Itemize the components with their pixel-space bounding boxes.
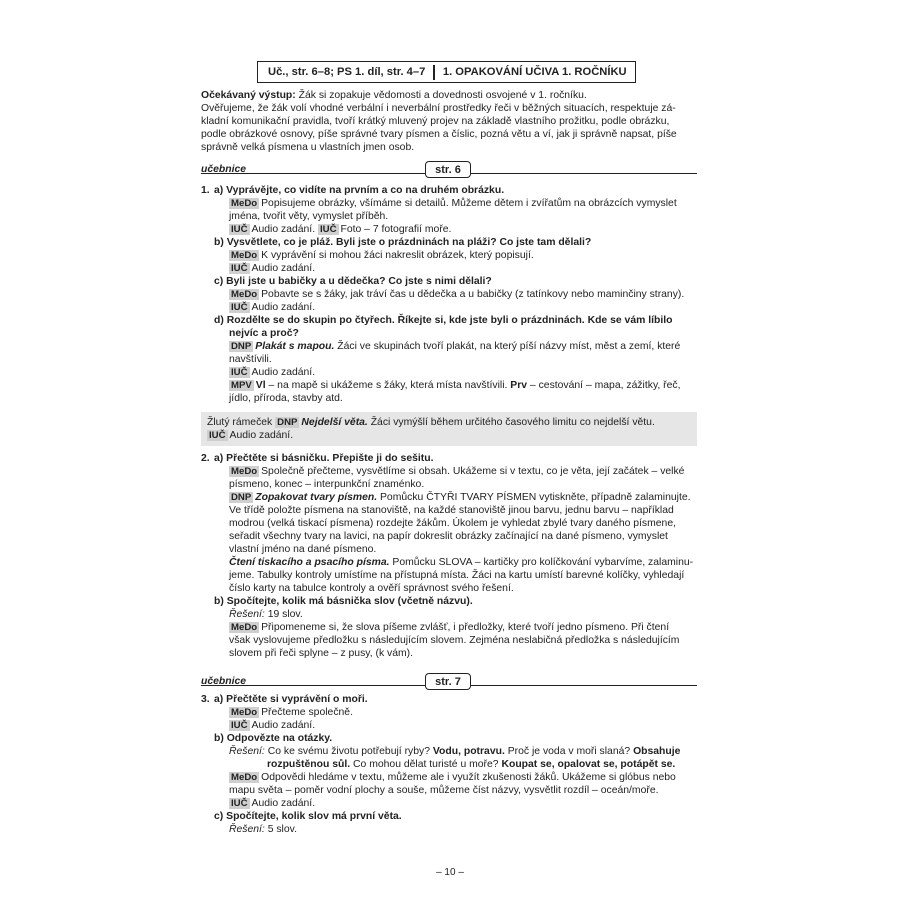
section-label: učebnice	[201, 164, 247, 175]
section-label: učebnice	[201, 676, 247, 687]
task-question: Byli jste u babičky a u dědečka? Co jste s nimi dělali?	[226, 276, 492, 287]
task-question: Vyprávějte, co vidíte na prvním a co na druhém obrázku.	[226, 185, 505, 196]
page-reference-box: str. 7	[425, 673, 471, 690]
mpv-tag: MPV	[231, 380, 252, 391]
iuc-tag: IUČ	[231, 367, 248, 378]
medo-tag: MeDo	[231, 772, 258, 783]
section-divider-page7	[201, 675, 697, 689]
iuc-tag: IUČ	[319, 224, 337, 235]
exercise-number: 1.	[201, 185, 210, 196]
task-question: Přečtěte si básničku. Přepište ji do sešitu.	[226, 453, 434, 464]
exercise-number: 3.	[201, 694, 210, 705]
medo-tag: MeDo	[231, 622, 258, 633]
iuc-tag: IUČ	[231, 720, 248, 731]
chapter-header	[257, 61, 636, 83]
header-pages: Uč., str. 6–8; PS 1. díl, str. 4–7	[268, 65, 426, 78]
header-title: 1. OPAKOVÁNÍ UČIVA 1. ROČNÍKU	[442, 65, 627, 78]
medo-tag: MeDo	[231, 289, 258, 300]
dnp-tag: DNP	[231, 341, 252, 352]
task-question: Spočítejte, kolik má básnička slov (včetně názvu).	[226, 596, 473, 607]
task-question: Odpovězte na otázky.	[226, 733, 333, 744]
dnp-tag: DNP	[277, 417, 298, 428]
yellow-frame-note: Žlutý rámeček DNP Nejdelší věta. Žáci vymýšlí během určitého časového limitu co nejdelší větu. IUČ Audio zadání.	[201, 412, 697, 446]
medo-tag: MeDo	[231, 466, 258, 477]
medo-tag: MeDo	[231, 198, 258, 209]
intro-lead: Očekávaný výstup:	[201, 90, 296, 101]
iuc-tag: IUČ	[231, 263, 248, 274]
iuc-tag: IUČ	[209, 430, 226, 441]
task-question: Přečtěte si vyprávění o moři.	[226, 694, 368, 705]
dnp-tag: DNP	[231, 492, 252, 503]
iuc-tag: IUČ	[231, 302, 248, 313]
task-question: Rozdělte se do skupin po čtyřech. Říkejte si, kde jste byli o prázdninách. Kde se vám líbilo	[226, 315, 673, 326]
iuc-tag: IUČ	[231, 224, 248, 235]
exercise-number: 2.	[201, 453, 210, 464]
section-divider-page6	[201, 163, 697, 177]
medo-tag: MeDo	[231, 707, 258, 718]
task-question: Spočítejte, kolik slov má první věta.	[226, 811, 402, 822]
page-number: – 10 –	[436, 867, 464, 878]
intro-text: Očekávaný výstup: Žák si zopakuje vědomosti a dovednosti osvojené v 1. ročníku. Ověřujeme, že žák volí vhodné verbální i neverbální prostředky řeči v běžných situacích, respektuje zá- kladní komunikační pravidla, tvoří krátký mluvený projev na základě vlastního prožitku, podle obrázku, podle obrázkové osnovy, píše správné tvary písmen a číslic, pozná větu a ví, jak ji správně napsat, píše správně velká písmena u vlastních jmen osob.	[201, 90, 677, 153]
task-question: Vysvětlete, co je pláž. Byli jste o prázdninách na pláži? Co jste tam dělali?	[226, 237, 592, 248]
iuc-tag: IUČ	[231, 798, 248, 809]
page-reference-box: str. 6	[425, 161, 471, 178]
medo-tag: MeDo	[231, 250, 258, 261]
